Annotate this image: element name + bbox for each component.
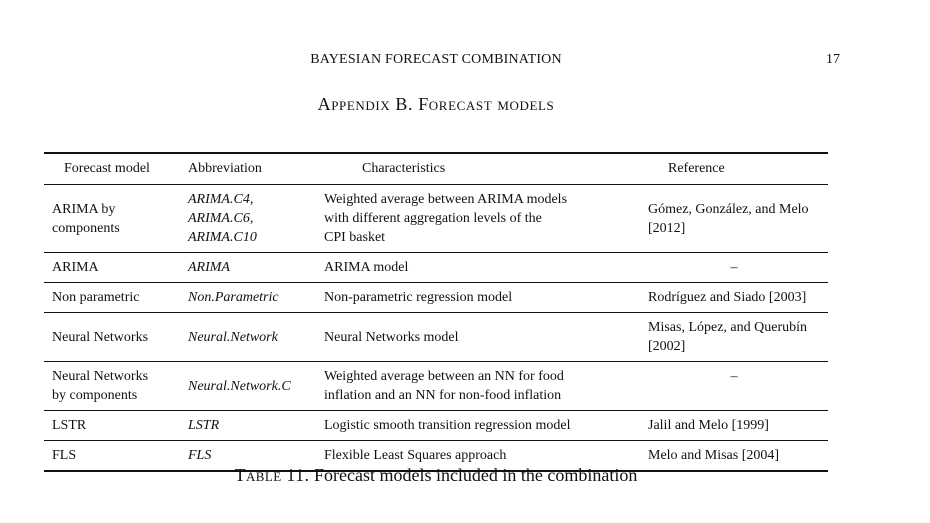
abbreviation-cell: LSTR: [180, 411, 316, 441]
table-row: [44, 283, 828, 313]
table-row: [44, 411, 828, 441]
abbreviation-cell: Neural.Network.C: [180, 362, 316, 411]
model-cell: [44, 185, 180, 253]
column-header-characteristics: Characteristics: [316, 153, 640, 185]
abbreviation-line: ARIMA.C4,: [188, 192, 254, 207]
abbreviation-line: ARIMA.C6,: [188, 211, 254, 226]
reference-cell: –: [640, 253, 828, 283]
abbreviation-cell: [180, 185, 316, 253]
model-line: ARIMA by: [52, 201, 116, 217]
characteristics-cell: [316, 185, 640, 253]
column-header-forecast-model: Forecast model: [44, 153, 180, 185]
table-row: [44, 362, 828, 411]
reference-cell: Rodríguez and Siado [2003]: [640, 283, 828, 313]
running-head: [0, 52, 930, 72]
forecast-models-table: [44, 152, 828, 472]
column-header-abbreviation: Abbreviation: [180, 153, 316, 185]
reference-cell: Misas, López, and Querubín [2002]: [640, 313, 828, 362]
abbreviation-cell: Non.Parametric: [180, 283, 316, 313]
model-line: by components: [52, 388, 138, 403]
model-line: components: [52, 220, 120, 236]
model-cell: Non parametric: [44, 283, 180, 313]
characteristics-line: inflation and an NN for non-food inflation: [324, 388, 562, 403]
characteristics-line: CPI basket: [324, 230, 386, 245]
reference-cell: Gómez, González, and Melo [2012]: [640, 185, 828, 253]
abbreviation-line: ARIMA.C10: [188, 230, 257, 245]
characteristics-cell: ARIMA model: [316, 253, 640, 283]
characteristics-cell: Neural Networks model: [316, 313, 640, 362]
model-cell: ARIMA: [44, 253, 180, 283]
reference-cell: Melo and Misas [2004]: [640, 441, 828, 472]
abbreviation-cell: Neural.Network: [180, 313, 316, 362]
table-body: [44, 185, 828, 472]
model-line: Neural Networks: [52, 369, 149, 384]
running-title: BAYESIAN FORECAST COMBINATION: [310, 52, 562, 67]
characteristics-cell: Flexible Least Squares approach: [316, 441, 640, 472]
abbreviation-cell: FLS: [180, 441, 316, 472]
model-cell: [44, 362, 180, 411]
characteristics-line: Weighted average between an NN for food: [324, 369, 564, 384]
table-caption-text: Forecast models included in the combination: [313, 465, 638, 485]
page-number: 17: [826, 52, 840, 67]
model-cell: FLS: [44, 441, 180, 472]
table-header: [44, 153, 828, 185]
characteristics-line: Weighted average between ARIMA models: [324, 192, 568, 207]
table-row: [44, 313, 828, 362]
table-caption-label: Table 11.: [234, 465, 310, 485]
characteristics-line: with different aggregation levels of the: [324, 211, 542, 226]
model-cell: LSTR: [44, 411, 180, 441]
abbreviation-cell: ARIMA: [180, 253, 316, 283]
model-cell: Neural Networks: [44, 313, 180, 362]
characteristics-cell: Logistic smooth transition regression model: [316, 411, 640, 441]
reference-cell: Jalil and Melo [1999]: [640, 411, 828, 441]
table-row: [44, 253, 828, 283]
characteristics-cell: [316, 362, 640, 411]
table-caption: [0, 465, 872, 486]
characteristics-cell: Non-parametric regression model: [316, 283, 640, 313]
table-row: [44, 185, 828, 253]
column-header-reference: Reference: [640, 153, 828, 185]
header-row: [44, 153, 828, 185]
reference-cell: –: [640, 362, 828, 411]
appendix-title: Appendix B. Forecast models: [317, 94, 555, 114]
